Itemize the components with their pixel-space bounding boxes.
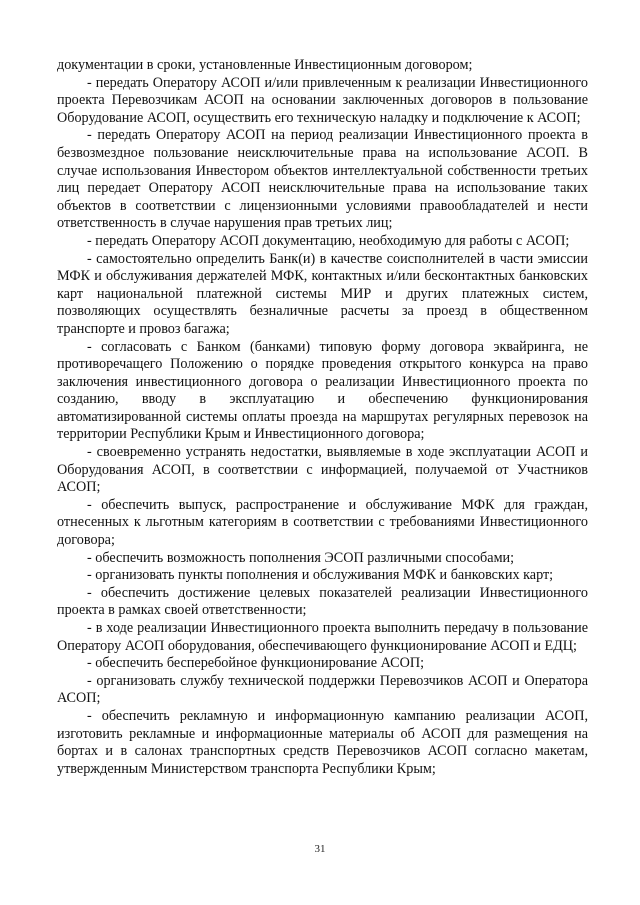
paragraph-transfer-documentation: - передать Оператору АСОП документацию, необходимую для работы с АСОП; xyxy=(87,232,570,249)
paragraph-service-points: - организовать пункты пополнения и обслуживания МФК и банковских карт; xyxy=(87,567,554,584)
paragraph-transfer-rights: - передать Оператору АСОП на период реализации Инвестиционного проекта в безвозмездное пользование неисключительные права на использование АСОП. В случае использования Инвестором объектов интеллектуальной собственности третьих лиц передает Оператору АСОП неисключительные права на использование таких объектов в соответствии с лицензионными условиями правообладателей и нести ответственность в случае нарушения прав третьих лиц; xyxy=(57,127,588,232)
paragraph-select-bank: - самостоятельно определить Банк(и) в качестве соисполнителей в части эмиссии МФК и обслуживания держателей МФК, контактных и/или бесконтактных банковских карт национальной платежной системы МИР и других платежных систем, позволяющих осуществлять безналичные расчеты за проезд в общественном транспорте и провоз багажа; xyxy=(57,250,588,337)
paragraph-top-up-methods: - обеспечить возможность пополнения ЭСОП различными способами; xyxy=(87,549,515,566)
paragraph-continuation: документации в сроки, установленные Инвестиционным договором; xyxy=(57,57,473,73)
paragraph-target-indicators: - обеспечить достижение целевых показателей реализации Инвестиционного проекта в рамках своей ответственности; xyxy=(57,584,588,619)
paragraph-transfer-equipment: - передать Оператору АСОП и/или привлеченным к реализации Инвестиционного проекта Перевозчикам АСОП на основании заключенных договоров в пользование Оборудование АСОП, осуществить его техническую наладку и подключение к АСОП; xyxy=(57,74,588,126)
paragraph-uninterrupted-operation: - обеспечить бесперебойное функционирование АСОП; xyxy=(87,655,425,672)
paragraph-fix-defects: - своевременно устранять недостатки, выявляемые в ходе эксплуатации АСОП и Оборудования АСОП, в соответствии с информацией, получаемой от Участников АСОП; xyxy=(57,444,588,496)
page-number: 31 xyxy=(314,843,326,855)
paragraph-support-service: - организовать службу технической поддержки Перевозчиков АСОП и Оператора АСОП; xyxy=(57,672,588,707)
paragraph-transfer-hardware: - в ходе реализации Инвестиционного проекта выполнить передачу в пользование Оператору АСОП оборудования, обеспечивающего функционирование АСОП и ЕДЦ; xyxy=(57,620,588,654)
paragraph-acquiring-agreement: - согласовать с Банком (банками) типовую форму договора эквайринга, не противоречащего Положению о порядке проведения открытого конкурса на право заключения инвестиционного договора о реализации Инвестиционного проекта по созданию, вводу в эксплуатацию и обеспечению функционирования автоматизированной системы оплаты проезда на маршрутах регулярных перевозок на территории Республики Крым и Инвестиционного договора; xyxy=(57,338,588,443)
page-body xyxy=(57,57,588,778)
paragraph-advertising-campaign: - обеспечить рекламную и информационную кампанию реализации АСОП, изготовить рекламные и информационные материалы об АСОП для размещения на бортах и в салонах транспортных средств Перевозчиков АСОП согласно макетам, утвержденным Министерством транспорта Республики Крым; xyxy=(57,707,588,777)
paragraph-issue-cards: - обеспечить выпуск, распространение и обслуживание МФК для граждан, отнесенных к льготным категориям в соответствии с требованиями Инвестиционного договора; xyxy=(57,496,588,549)
